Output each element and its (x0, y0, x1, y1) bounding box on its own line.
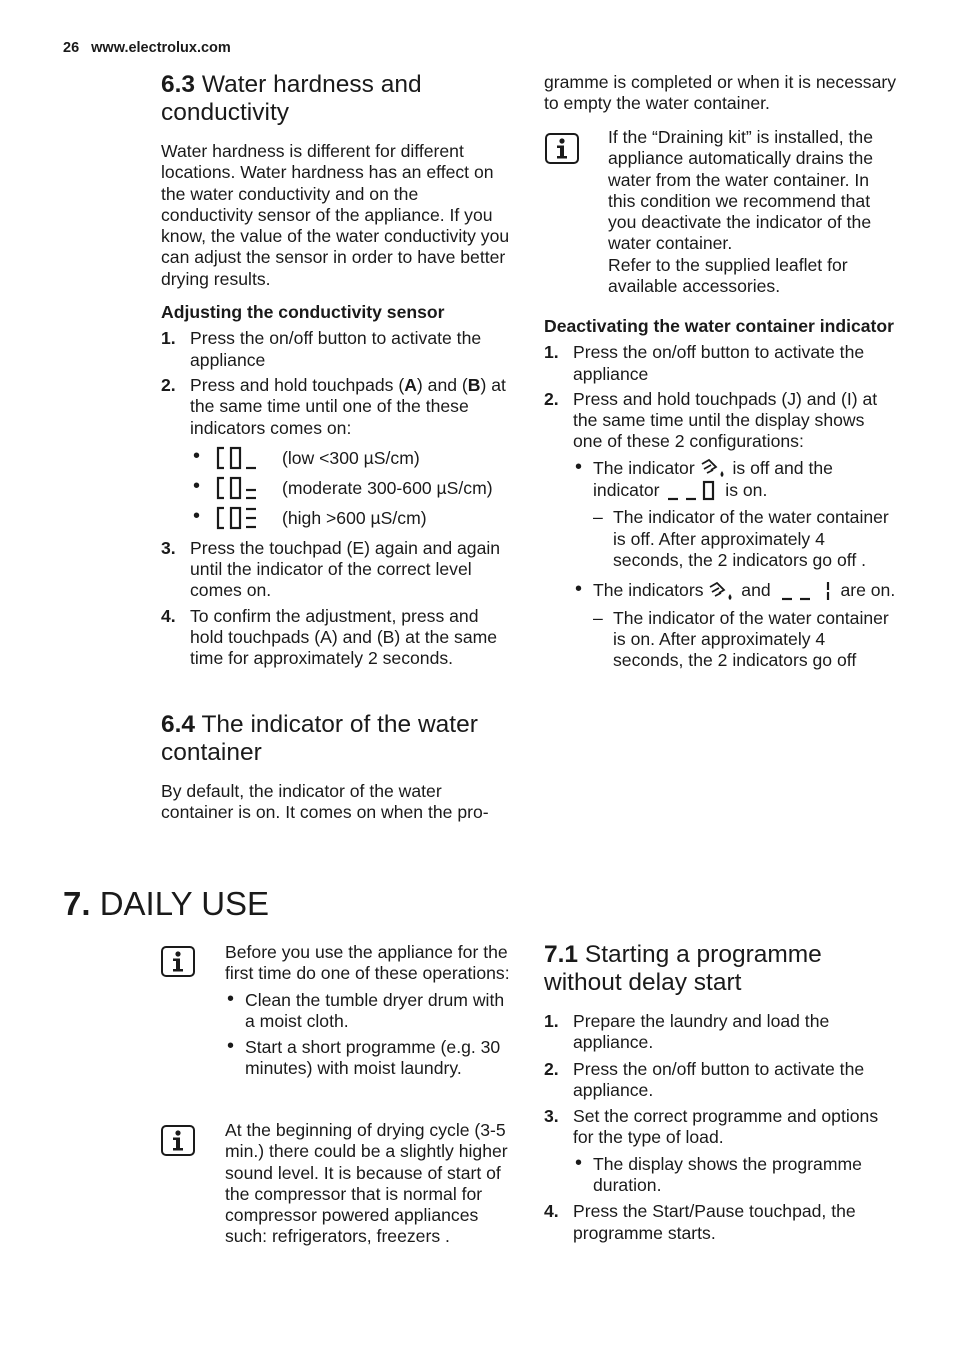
info-icon (161, 1125, 195, 1156)
list-item: 3. Press the touchpad (E) again and again until the indicator of the correct level comes on. (161, 537, 501, 601)
draining-kit-note (608, 127, 898, 297)
conductivity-levels (161, 444, 515, 534)
deactivate-indicator (544, 316, 896, 672)
lcd-high-icon (216, 506, 272, 530)
site-url: www.electrolux.com (91, 40, 231, 56)
section-6-3-heading: 6.3 Water hardness and conductivity (161, 71, 422, 126)
list-item: 1. Press the on/off button to activate the appliance (544, 342, 865, 384)
list-item: • (low <300 µS/cm) (193, 444, 420, 468)
list-item: • (high >600 µS/cm) (193, 504, 427, 528)
conductivity-steps (161, 328, 515, 438)
section-7-1-heading: 7.1 Starting a programme without delay start (544, 941, 822, 996)
info-text: Before you use the appliance for the first time do one of these operations: (225, 942, 510, 984)
sound-level-note (225, 1120, 515, 1248)
list-item: 4. To confirm the adjustment, press and hold touchpads (A) and (B) at the same time for approximately 2 seconds. (161, 605, 498, 669)
list-item: – The indicator of the water container is on. After approximately 4 seconds, the 2 indicators go off (593, 607, 889, 671)
list-item: • Clean the tumble dryer drum with a moist cloth. (227, 987, 505, 1031)
water-container-icon (700, 458, 728, 480)
list-item: – The indicator of the water container is off. After approximately 4 seconds, the 2 indicators go off . (593, 507, 889, 571)
section-6-4-intro-cont: gramme is completed or when it is necessary to empty the water container. (544, 72, 897, 114)
info-text: At the beginning of drying cycle (3-5 min.) there could be a slightly higher sound level. It is because of start of the compressor that is normal for compressor powered appliances such: refrigerators, freezers . (225, 1120, 508, 1247)
list-item: 3. Set the correct programme and options for the type of load. • The display shows the programme duration. (544, 1106, 896, 1196)
info-text: If the “Draining kit” is installed, the appliance automatically drains the water from the water container. In this condition we recommend that you deactivate the indicator of the water container. (608, 127, 874, 254)
section-6-3-intro: Water hardness is different for different locations. Water hardness has an effect on the water conductivity and on the conductivity sensor of the appliance. If you know, the value of the water conductivity you can adjust the sensor in order to have better drying results. (161, 141, 510, 289)
running-head (63, 38, 231, 59)
level-moderate-label: (moderate 300-600 µS/cm) (282, 477, 493, 498)
section-6-4-heading: 6.4 The indicator of the water container (161, 711, 478, 766)
conductivity-steps-cont (161, 538, 515, 670)
page-number: 26 (63, 40, 80, 56)
deactivate-subheading: Deactivating the water container indicator (544, 316, 895, 336)
chapter-7-heading: 7. DAILY USE (63, 885, 270, 922)
list-item: 2. Press and hold touchpads (A) and (B) at the same time until one of the these indicators comes on: (161, 374, 506, 438)
section-6-3-subheading: Adjusting the conductivity sensor (161, 302, 445, 323)
section-6-3 (161, 71, 515, 670)
section-6-4-intro: By default, the indicator of the water container is on. It comes on when the pro- (161, 781, 489, 823)
lcd-low-icon (216, 446, 272, 470)
list-item: 4. Press the Start/Pause touchpad, the programme starts. (544, 1201, 856, 1243)
lcd-dash-zero-icon (664, 480, 720, 502)
first-use-note (225, 942, 515, 1080)
section-7-1 (544, 941, 896, 1244)
list-item: • The indicator is off and the indicator is on. (573, 458, 896, 503)
lcd-moderate-icon (216, 476, 272, 500)
list-item: • (moderate 300-600 µS/cm) (193, 474, 493, 498)
list-item: • The display shows the programme duration. (575, 1151, 862, 1196)
section-6-4 (161, 711, 515, 824)
list-item: 1. Press the on/off button to activate the appliance (161, 328, 482, 370)
level-low-label: (low <300 µS/cm) (282, 447, 420, 468)
list-item: • The indicators and are on. (573, 580, 896, 602)
start-programme-steps (544, 1011, 896, 1244)
list-item: 2. Press and hold touchpads (J) and (I) at the same time until the display shows one of these 2 configurations: (544, 388, 878, 452)
list-item: • Start a short programme (e.g. 30 minutes) with moist laundry. (227, 1035, 501, 1079)
info-icon (161, 946, 195, 977)
configurations (573, 455, 896, 672)
info-text: Refer to the supplied leaflet for available accessories. (608, 254, 848, 297)
list-item: 1. Prepare the laundry and load the appliance. (544, 1011, 830, 1053)
list-item: 2. Press the on/off button to activate the appliance. (544, 1058, 865, 1100)
deactivate-steps (544, 342, 896, 452)
lcd-dash-one-icon (776, 581, 836, 603)
water-container-icon (708, 581, 736, 603)
section-6-4-cont (544, 72, 896, 115)
info-icon (545, 133, 579, 164)
level-high-label: (high >600 µS/cm) (282, 507, 427, 528)
